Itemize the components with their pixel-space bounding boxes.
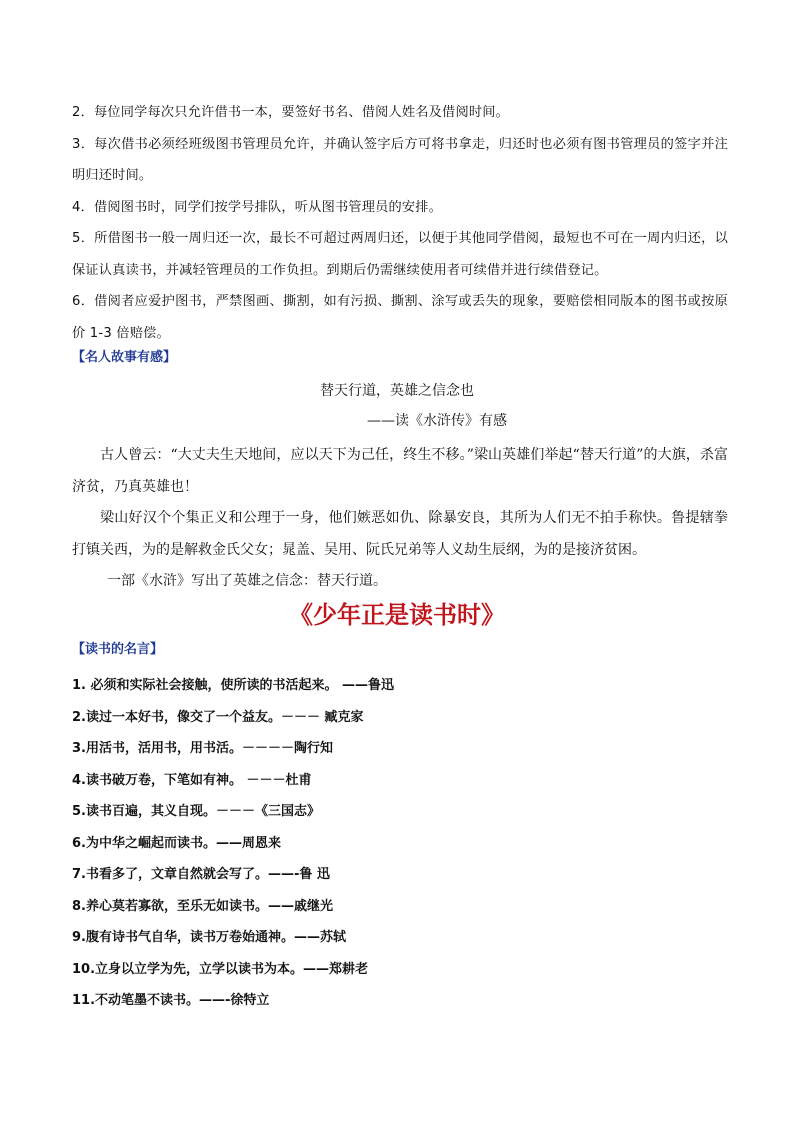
quote-item: 6.为中华之崛起而读书。——周恩来 [72, 835, 281, 851]
essay-paragraph: 古人曾云：“大丈夫生天地间，应以天下为己任，终生不移。”梁山英雄们举起“替天行道”的大旗，杀富济贫，乃真英雄也！ [72, 447, 728, 495]
quote-item: 9.腹有诗书气自华，读书万卷始通神。——苏轼 [72, 930, 346, 945]
rule-item: 3．每次借书必须经班级图书管理员允许，并确认签字后方可将书拿走，归还时也必须有图书管理员的签字并注明归还时间。 [72, 136, 728, 183]
essay-subtitle: ——读《水浒传》有感 [367, 413, 507, 429]
rule-item: 4．借阅图书时，同学们按学号排队，听从图书管理员的安排。 [72, 199, 443, 215]
essay-paragraph: 梁山好汉个个集正义和公理于一身，他们嫉恶如仇、除暴安良，其所为人们无不拍手称快。鲁提辖拳打镇关西，为的是解救金氏父女；晁盖、吴用、阮氏兄弟等人义劫生辰纲，为的是接济贫困。 [72, 510, 728, 558]
quote-item: 5.读书百遍，其义自现。－－－《三国志》 [72, 804, 320, 819]
main-title: 《少年正是读书时》 [289, 600, 505, 629]
quote-item: 4.读书破万卷，下笔如有神。 －－－杜甫 [72, 772, 312, 788]
quote-item: 1. 必须和实际社会接触，使所读的书活起来。 ——鲁迅 [72, 678, 395, 693]
essay-body [72, 440, 728, 598]
rule-item: 2．每位同学每次只允许借书一本，要签好书名、借阅人姓名及借阅时间。 [72, 105, 509, 120]
quote-list [72, 670, 728, 1017]
quote-item: 11.不动笔墨不读书。——-徐特立 [72, 993, 270, 1008]
section-heading-story: 【名人故事有感】 [72, 350, 177, 365]
quote-item: 8.养心莫若寡欲，至乐无如读书。——戚继光 [72, 898, 333, 914]
essay-title: 替天行道，英雄之信念也 [320, 383, 474, 399]
section-heading-quotes: 【读书的名言】 [72, 642, 164, 657]
essay-paragraph: 一部《水浒》写出了英雄之信念：替天行道。 [107, 573, 387, 589]
rule-item: 6．借阅者应爱护图书，严禁图画、撕割，如有污损、撕割、涂写或丢失的现象，要赔偿相同版本的图书或按原价 1-3 倍赔偿。 [72, 294, 728, 341]
rule-item: 5．所借图书一般一周归还一次，最长不可超过两周归还，以便于其他同学借阅，最短也不可在一周内归还，以保证认真读书，并减轻管理员的工作负担。到期后仍需继续使用者可续借并进行续借登记。 [72, 231, 728, 278]
library-rules [72, 97, 728, 349]
quote-item: 3.用活书，活用书，用书活。－－－－陶行知 [72, 741, 333, 756]
quote-item: 2.读过一本好书，像交了一个益友。－－－ 臧克家 [72, 709, 364, 725]
quote-item: 7.书看多了，文章自然就会写了。——-鲁 迅 [72, 867, 330, 882]
quote-item: 10.立身以立学为先，立学以读书为本。——郑耕老 [72, 961, 369, 977]
